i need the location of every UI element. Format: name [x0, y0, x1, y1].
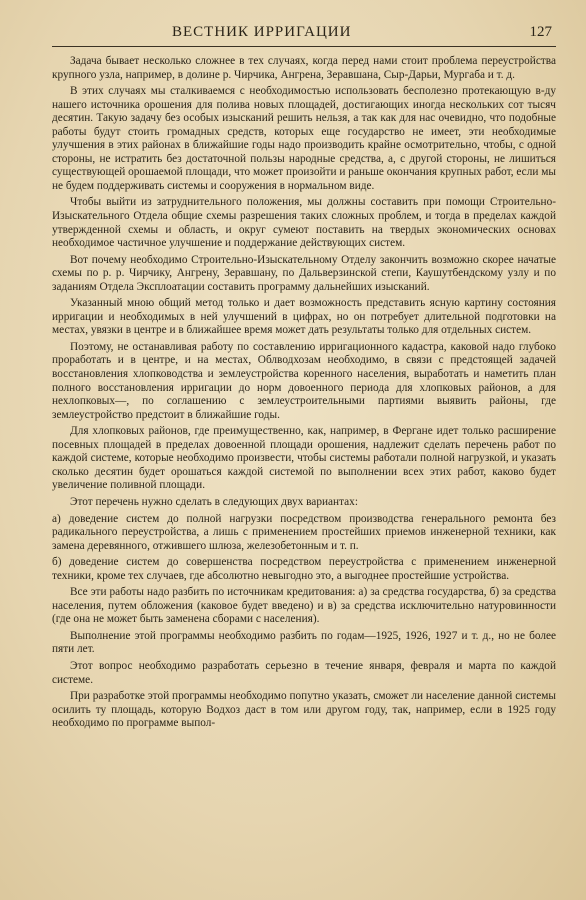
paragraph: Задача бывает несколько сложнее в тех случаях, когда перед нами стоит проблема переустройства крупного узла, например, в долине р. Чирчика, Ангрена, Зеравшана, Сыр-Дарьи, Мургаба и т. д.	[52, 55, 556, 81]
page-header	[52, 24, 556, 47]
variant-item-b: б) доведение систем до совершенства посредством переустройства с применением инженерной техники, кроме тех случаев, где абсолютно невыгодно это, а выгоднее простейшие устройства.	[52, 556, 556, 582]
article-body	[52, 55, 556, 731]
paragraph: В этих случаях мы сталкиваемся с необходимостью использовать бесполезно протекающую в-ду нашего источника орошения для полива новых площадей, достигающих иногда нескольких сот тысяч десятин. Такую задачу без особых изысканий решить нельзя, а так как для нас очевидно, что подобные работы будут стоить громадных средств, которых еще государство не имеет, эти необходимые улучшения в этих районах в ближайшие годы надо производить крайне осмотрительно, чтобы, с одной стороны, не истратить без достаточной пользы народные средства, а, с другой стороны, не лишиться существующей орошаемой площади, что может произойти и раньше окончания крупных работ, если мы не будем поддерживать системы и сооружения в нормальном виде.	[52, 85, 556, 192]
variant-item-a: а) доведение систем до полной нагрузки посредством производства генерального ремонта без радикального переустройства, а лишь с применением простейших приемов инженерной техники, как замена деревянного, отжившего шлюза, железобетонным и т. п.	[52, 512, 556, 552]
paragraph: Для хлопковых районов, где преимущественно, как, например, в Фергане идет только расширение посевных площадей в пределах довоенной площади орошения, надлежит сделать перечень работ по каждой системе, которые необходимо произвести, чтобы системы работали полной нагрузкой, и указать сколько десятин будет орошаться каждой системой по выполнении всех этих работ, каково будет увеличение поливной площади.	[52, 425, 556, 492]
page-number: 127	[529, 24, 552, 40]
paragraph: Этот вопрос необходимо разработать серьезно в течение января, февраля и марта по каждой системе.	[52, 659, 556, 686]
paragraph: Все эти работы надо разбить по источникам кредитования: а) за средства государства, б) за средства населения, путем обложения (каковое будет введено) и в) за средства исключительно натуровинности (где она не может быть заменена сборами с населения).	[52, 586, 556, 626]
paragraph: Указанный мною общий метод только и дает возможность представить ясную картину состояния ирригации и необходимых в ней улучшений в цифрах, но он потребует длительной подготовки на местах, увязки в центре и в ближайшее время может дать результаты только для отдельных систем.	[52, 297, 556, 337]
paragraph: Вот почему необходимо Строительно-Изыскательному Отделу закончить возможно скорее начатые схемы по р. р. Чирчику, Ангрену, Зеравшану, по Дальверзинской степи, Каушутбендскому узлу и по заданиям Отдела Эксплоатации составить программу дальнейших изысканий.	[52, 253, 556, 293]
paragraph: Поэтому, не останавливая работу по составлению ирригационного кадастра, каковой надо глубоко проработать и в центре, и на местах, Облводхозам необходимо, в связи с предстоящей задачей восстановления хлопководства и землеустройства коренного населения, выработать и наметить план полного восстановления ирригации до норм довоенного периода для хлопковых районов, а для нехлопковых—, по соглашению с землеустроительными партиями выявить районы, где землеустройство предстоит в ближайшие годы.	[52, 340, 556, 421]
paragraph: Этот перечень нужно сделать в следующих двух вариантах:	[70, 495, 358, 508]
paragraph: Выполнение этой программы необходимо разбить по годам—1925, 1926, 1927 и т. д., но не более пяти лет.	[52, 629, 556, 656]
paragraph: При разработке этой программы необходимо попутно указать, сможет ли население данной системы осилить ту площадь, которую Водхоз даст в том или другом году, так, например, если в 1925 году необходимо по программе выпол-	[52, 690, 556, 730]
journal-title: ВЕСТНИК ИРРИГАЦИИ	[172, 24, 352, 40]
paragraph: Чтобы выйти из затруднительного положения, мы должны составить при помощи Строительно-Изыскательного Отдела общие схемы разрешения таких сложных проблем, и тогда в пределах каждой утвержденной схемы и область, и округ сумеют поставить на твердых экономических основах необходимое частичное улучшение и поддержание действующих систем.	[52, 196, 556, 250]
